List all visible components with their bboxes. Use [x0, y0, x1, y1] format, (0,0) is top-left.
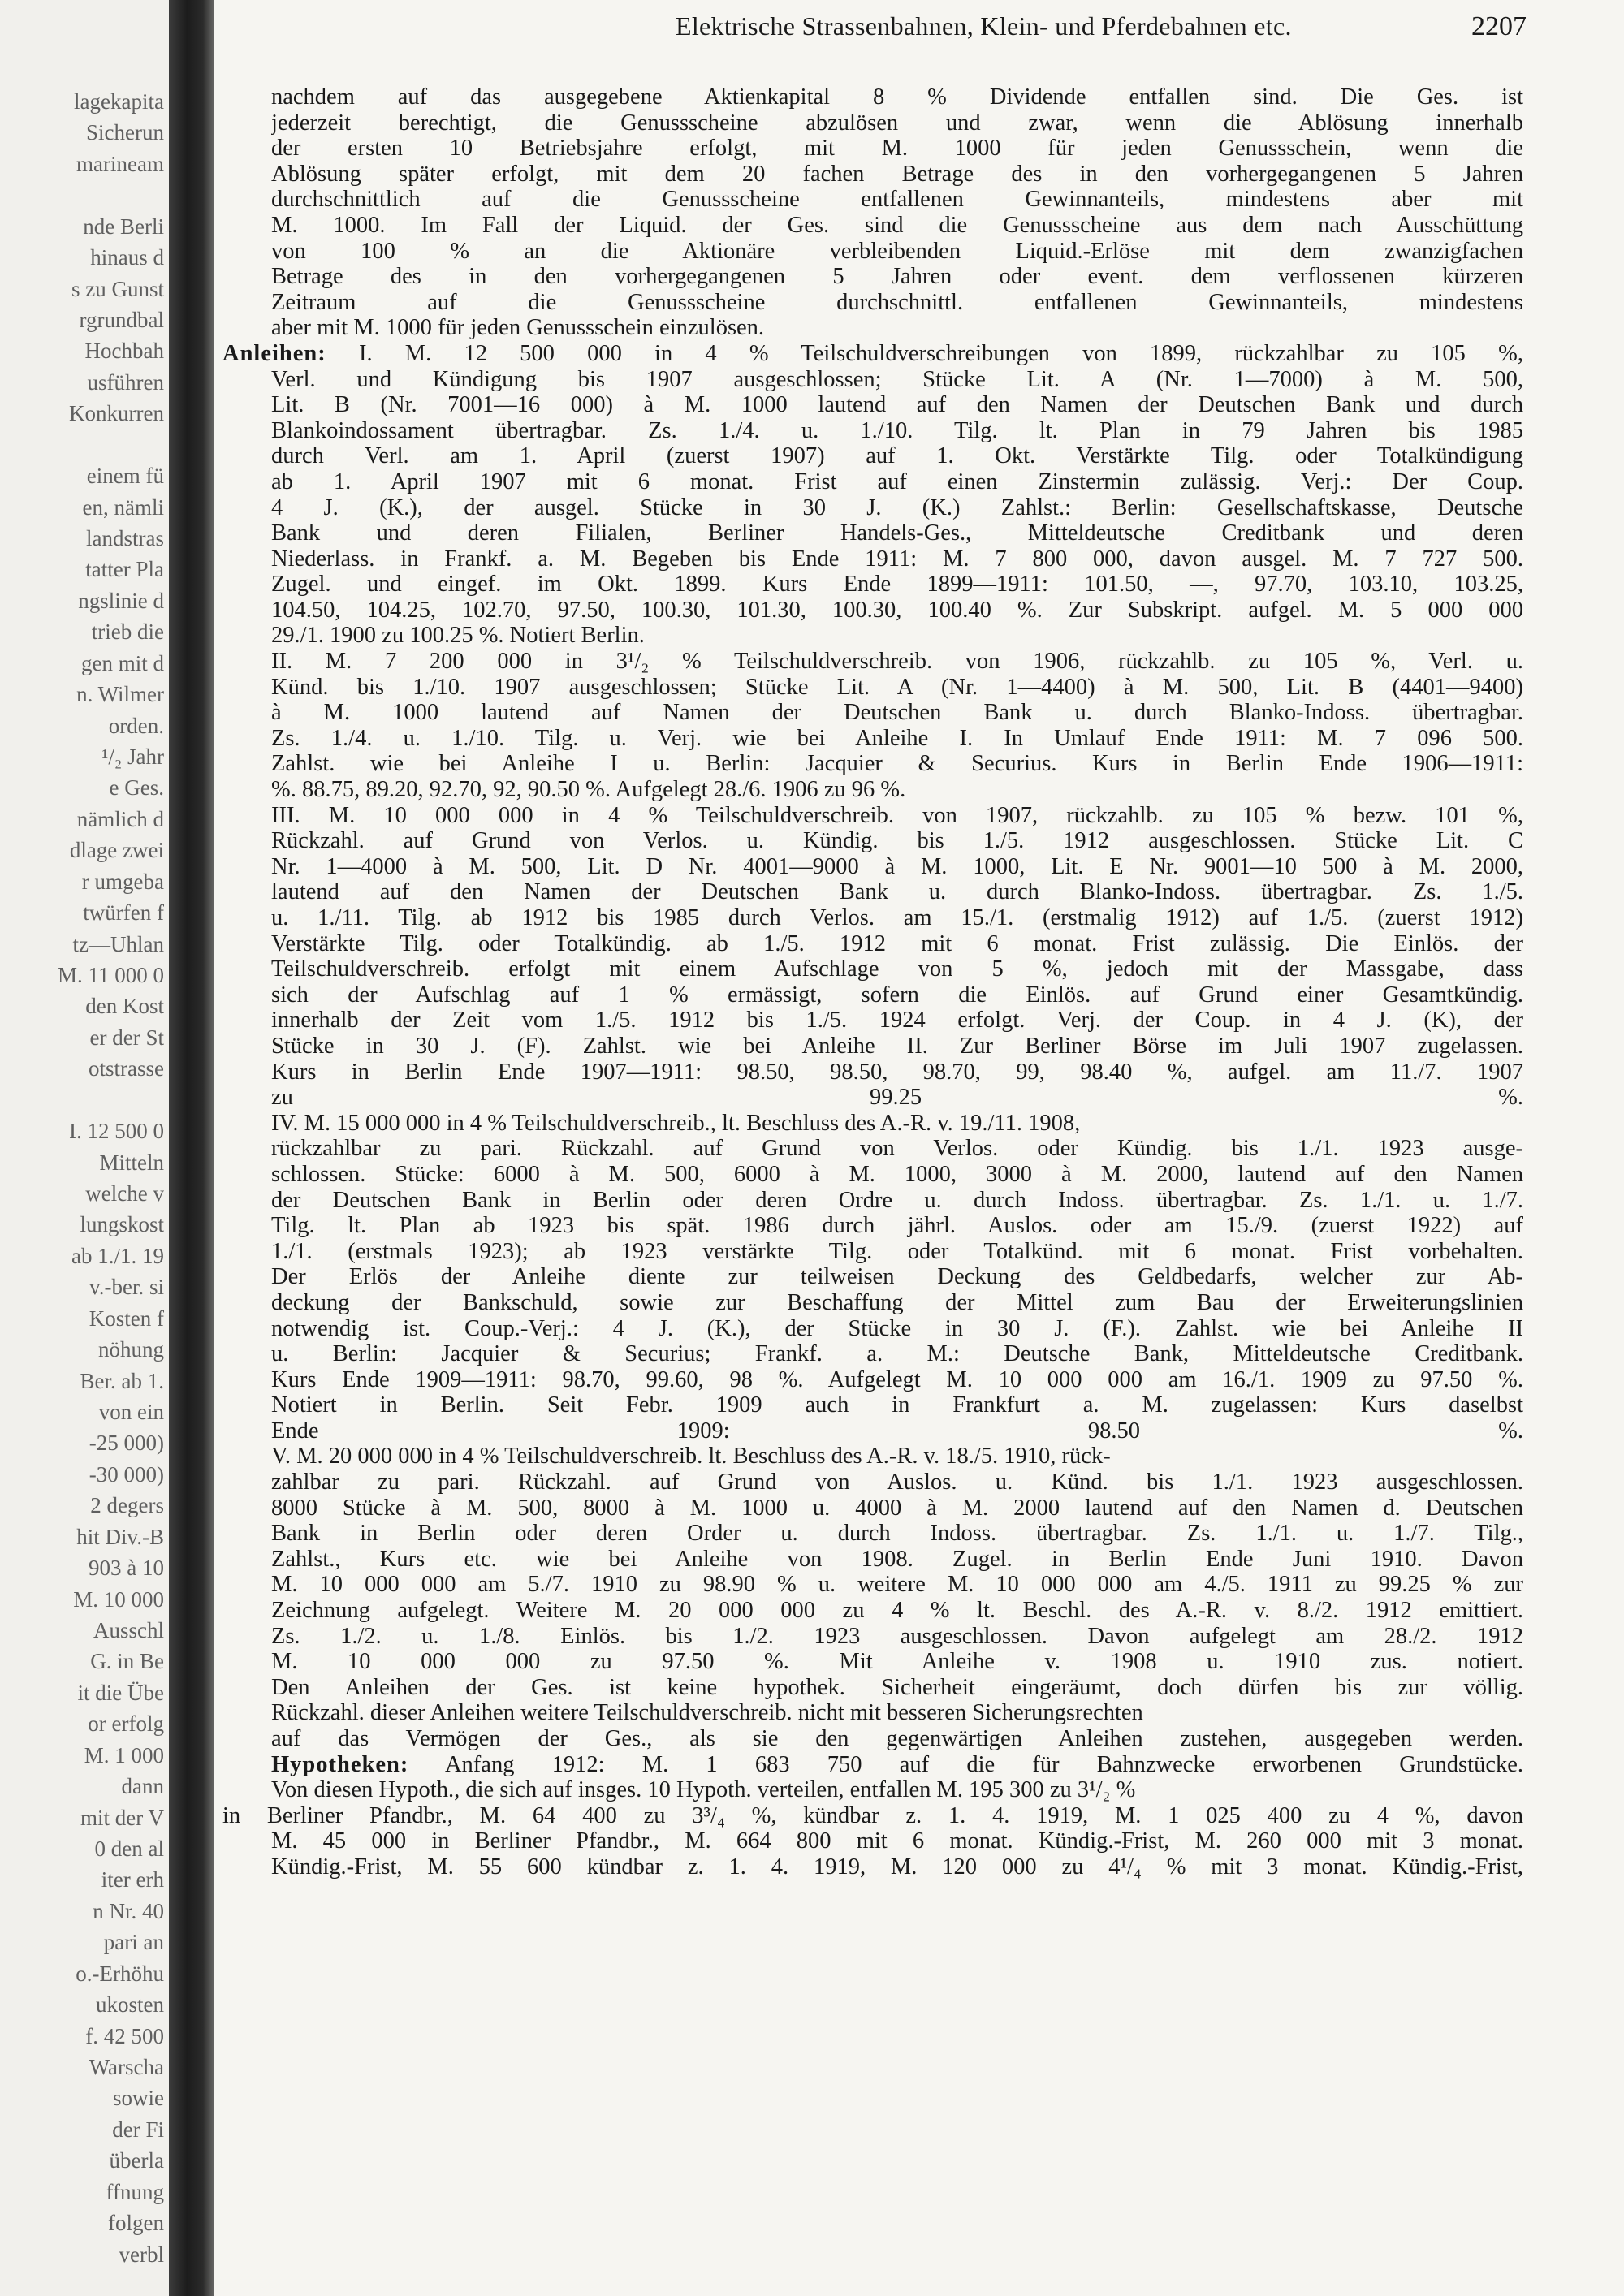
text-line: Zahlst., Kurs etc. wie bei Anleihe von 1908. Zugel. in Berlin Ende Juni 1910. Davon [271, 1546, 1523, 1572]
previous-page-line: marineam [76, 151, 164, 176]
page-body-text [222, 84, 1523, 1880]
text-line: innerhalb der Zeit vom 1./5. 1912 bis 1./5. 1924 erfolgt. Verj. der Coup. in 4 J. (K), der [271, 1008, 1523, 1034]
text-line: Der Erlös der Anleihe diente zur teilweisen Deckung des Geldbedarfs, welcher zur Ab- [271, 1264, 1523, 1290]
previous-page-line: landstras [86, 526, 164, 550]
text-line: Zeichnung aufgelegt. Weitere M. 20 000 000 zu 4 % lt. Beschl. des A.-R. v. 8./2. 1912 emittiert. [271, 1598, 1523, 1624]
text-line: Ende 1909: 98.50 %. [271, 1418, 1523, 1444]
previous-page-line: überla [109, 2148, 164, 2173]
text-line: in Berliner Pfandbr., M. 64 400 zu 3³/₄ %, kündbar z. 1. 4. 1919, M. 1 025 400 zu 4 %, davon [222, 1802, 1523, 1828]
text-line: ab 1. April 1907 mit 6 monat. Frist auf einen Zinstermin zulässig. Verj.: Der Coup. [271, 468, 1523, 494]
text-line: aber mit M. 1000 für jeden Genussschein einzulösen. [271, 315, 765, 341]
text-line: Zahlst. wie bei Anleihe I u. Berlin: Jacquier & Securius. Kurs in Berlin Ende 1906—1911: [271, 751, 1523, 777]
previous-page-line: Konkurren [69, 401, 164, 426]
text-line: Kurs Ende 1909—1911: 98.70, 99.60, 98 %. Aufgelegt M. 10 000 000 am 16./1. 1909 zu 97.50 %. [271, 1366, 1523, 1392]
previous-page-line: or erfolg [88, 1711, 164, 1737]
running-title: Elektrische Strassenbahnen, Klein- und Pferdebahnen etc. [676, 11, 1292, 41]
text-line: Zs. 1./2. u. 1./8. Einlös. bis 1./2. 1923 ausgeschlossen. Davon aufgelegt am 28./2. 1912 [271, 1623, 1523, 1649]
text-line: Blankoindossament übertragbar. Zs. 1./4. u. 1./10. Tilg. lt. Plan in 79 Jahren bis 1985 [271, 417, 1523, 443]
previous-page-line: n Nr. 40 [93, 1898, 164, 1923]
previous-page-line: o.-Erhöhu [76, 1961, 164, 1986]
previous-page-line: dlage zwei [69, 838, 164, 863]
previous-page-line: r umgeba [81, 869, 164, 894]
previous-page-line: f. 42 500 [85, 2023, 164, 2048]
previous-page-line: Ausschl [93, 1618, 164, 1642]
previous-page-line: mit der V [80, 1805, 164, 1830]
text-line: deckung der Bankschuld, sowie zur Beschaffung der Mittel zum Bau der Erweiterungslinien [271, 1289, 1523, 1315]
text-line: Ablösung später erfolgt, mit dem 20 fachen Betrage des in den vorhergegangenen 5 Jahren [271, 161, 1523, 187]
previous-page-line: Mitteln [99, 1150, 164, 1175]
text-line: lautend auf den Namen der Deutschen Bank u. durch Blanko-Indoss. übertragbar. Zs. 1./5. [271, 879, 1523, 905]
text-line: à M. 1000 lautend auf Namen der Deutschen Bank u. durch Blanko-Indoss. übertragbar. [271, 700, 1523, 726]
previous-page-line: e Ges. [109, 775, 164, 801]
text-line: Zs. 1./4. u. 1./10. Tilg. u. Verj. wie bei Anleihe I. In Umlauf Ende 1911: M. 7 096 500. [271, 725, 1523, 751]
text-line: M. 10 000 000 am 5./7. 1910 zu 98.90 % u. weitere M. 10 000 000 am 4./5. 1911 zu 99.25 % zur [271, 1572, 1523, 1598]
text-line: zu 99.25 %. [271, 1085, 1523, 1111]
text-line: IV. M. 15 000 000 in 4 % Teilschuldverschreib., lt. Beschluss des A.-R. v. 19./11. 1908, [271, 1110, 1081, 1136]
previous-page-line: otstrasse [89, 1056, 164, 1081]
previous-page-line: n. Wilmer [76, 682, 164, 707]
text-line: Rückzahl. auf Grund von Verlos. u. Kündig. bis 1./5. 1912 ausgeschlossen. Stücke Lit. C [271, 828, 1523, 854]
section-label: Anleihen: [222, 340, 326, 366]
previous-page-line: tz—Uhlan [72, 931, 164, 956]
text-line: durch Verl. am 1. April (zuerst 1907) auf 1. Okt. Verstärkte Tilg. oder Totalkündigung [271, 443, 1523, 469]
text-line: notwendig ist. Coup.-Verj.: 4 J. (K.), der Stücke in 30 J. (F.). Zahlst. wie bei Anleihe II [271, 1315, 1523, 1341]
previous-page-line: von ein [98, 1400, 164, 1424]
text-line: 4 J. (K.), der ausgel. Stücke in 30 J. (K.) Zahlst.: Berlin: Gesellschaftskasse, Deutsche [271, 494, 1523, 520]
text-line: durchschnittlich auf die Genussscheine entfallenen Gewinnanteils, mindestens aber mit [271, 187, 1523, 213]
previous-page-line: -30 000) [89, 1461, 164, 1487]
previous-page-line: M. 10 000 [73, 1586, 164, 1612]
previous-page-line: I. 12 500 0 [69, 1119, 164, 1144]
previous-page-line: lagekapita [74, 89, 164, 114]
text-line: Tilg. lt. Plan ab 1923 bis spät. 1986 durch jährl. Auslos. oder am 15./9. (zuerst 1922) auf [271, 1213, 1523, 1239]
text-line: u. Berlin: Jacquier & Securius; Frankf. a. M.: Deutsche Bank, Mitteldeutsche Creditbank. [271, 1341, 1523, 1367]
text-line: 29./1. 1900 zu 100.25 %. Notiert Berlin. [271, 623, 645, 649]
previous-page-strip [0, 0, 169, 2296]
previous-page-line: Hochbah [84, 339, 164, 364]
text-line: Künd. bis 1./10. 1907 ausgeschlossen; Stücke Lit. A (Nr. 1—4400) à M. 500, Lit. B (4401—9400) [271, 674, 1523, 700]
previous-page-line: usführen [87, 369, 164, 395]
page-number: 2207 [1471, 11, 1527, 41]
page-header [458, 11, 1527, 47]
previous-page-line: Kosten f [89, 1306, 164, 1331]
text-line: Rückzahl. dieser Anleihen weitere Teilschuldverschreib. nicht mit besseren Sicherungsrechten [271, 1700, 1143, 1726]
section-label: Hypotheken: [271, 1751, 409, 1777]
text-line: M. 45 000 in Berliner Pfandbr., M. 664 800 mit 6 monat. Kündig.-Frist, M. 260 000 mit 3 monat. [271, 1828, 1523, 1854]
previous-page-line: iter erh [101, 1867, 164, 1892]
text-line: 1./1. (erstmals 1923); ab 1923 verstärkte Tilg. oder Totalkünd. mit 6 monat. Frist vorbehalten. [271, 1238, 1523, 1264]
previous-page-line: 903 à 10 [89, 1556, 164, 1581]
previous-page-line: nde Berli [83, 214, 164, 239]
previous-page-line: G. in Be [90, 1649, 164, 1674]
previous-page-line: gen mit d [81, 650, 164, 675]
text-line: Anleihen: I. M. 12 500 000 in 4 % Teilschuldverschreibungen von 1899, rückzahlbar zu 105 %, [222, 340, 1523, 366]
previous-page-line: der Fi [112, 2117, 164, 2142]
previous-page-line: M. 1 000 [84, 1742, 164, 1767]
text-line: III. M. 10 000 000 in 4 % Teilschuldverschreib. von 1907, rückzahlb. zu 105 % bezw. 101 %, [271, 802, 1523, 828]
text-line: 8000 Stücke à M. 500, 8000 à M. 1000 u. 4000 à M. 2000 lautend auf den Namen d. Deutschen [271, 1495, 1523, 1521]
text-line: sich der Aufschlag auf 1 % ermässigt, sofern die Einlös. auf Grund einer Gesamtkündig. [271, 982, 1523, 1008]
text-line: Hypotheken: Anfang 1912: M. 1 683 750 auf die für Bahnzwecke erworbenen Grundstücke. [271, 1751, 1523, 1777]
previous-page-line: 2 degers [90, 1493, 164, 1518]
text-line: %. 88.75, 89.20, 92.70, 92, 90.50 %. Aufgelegt 28./6. 1906 zu 96 %. [271, 777, 906, 803]
text-line: der ersten 10 Betriebsjahre erfolgt, mit M. 1000 für jeden Genussschein, wenn die [271, 136, 1523, 162]
previous-page-line: rgrundbal [79, 308, 164, 332]
previous-page-line: Sicherun [86, 120, 164, 145]
text-line: u. 1./11. Tilg. ab 1912 bis 1985 durch Verlos. am 15./1. (erstmalig 1912) auf 1./5. (zuerst 1912) [271, 905, 1523, 930]
previous-page-line: nämlich d [76, 806, 164, 831]
previous-page-line: -25 000) [89, 1431, 164, 1456]
previous-page-line: ¹/₂ Jahr [102, 744, 164, 769]
text-line: zahlbar zu pari. Rückzahl. auf Grund von Auslos. u. Künd. bis 1./1. 1923 ausgeschlossen. [271, 1470, 1523, 1495]
text-line: Kündig.-Frist, M. 55 600 kündbar z. 1. 4. 1919, M. 120 000 zu 4¹/₄ % mit 3 monat. Kündig.-Frist, [271, 1854, 1523, 1880]
previous-page-line: welche v [85, 1181, 164, 1206]
previous-page-line: ngslinie d [78, 588, 164, 613]
text-line: Verstärkte Tilg. oder Totalkündig. ab 1./5. 1912 mit 6 monat. Frist zulässig. Die Einlös. der [271, 930, 1523, 956]
text-line: Zeitraum auf die Genussscheine durchschnittl. entfallenen Gewinnanteils, mindestens [271, 289, 1523, 315]
previous-page-line: hinaus d [90, 245, 164, 270]
previous-page-line: sowie [113, 2086, 164, 2111]
previous-page-line: den Kost [85, 994, 164, 1019]
text-line: rückzahlbar zu pari. Rückzahl. auf Grund von Verlos. oder Kündig. bis 1./1. 1923 ausge- [271, 1136, 1523, 1162]
previous-page-line: ukosten [96, 1992, 164, 2018]
previous-page-line: Ber. ab 1. [80, 1368, 164, 1393]
previous-page-line: ffnung [106, 2179, 164, 2204]
text-line: jederzeit berechtigt, die Genussscheine abzulösen und zwar, wenn die Ablösung innerhalb [271, 110, 1523, 136]
previous-page-line: verbl [119, 2242, 164, 2267]
text-line: 104.50, 104.25, 102.70, 97.50, 100.30, 101.30, 100.30, 100.40 %. Zur Subskript. aufgel. M. 5 000 000 [271, 597, 1523, 623]
text-line: II. M. 7 200 000 in 3¹/₂ % Teilschuldverschreib. von 1906, rückzahlb. zu 105 %, Verl. u. [271, 649, 1523, 675]
text-line: Lit. B (Nr. 7001—16 000) à M. 1000 lautend auf den Namen der Deutschen Bank und durch [271, 392, 1523, 418]
text-line: Notiert in Berlin. Seit Febr. 1909 auch in Frankfurt a. M. zugelassen: Kurs daselbst [271, 1392, 1523, 1418]
text-line: nachdem auf das ausgegebene Aktienkapital 8 % Dividende entfallen sind. Die Ges. ist [271, 84, 1523, 110]
previous-page-line: v.-ber. si [89, 1275, 164, 1300]
previous-page-line: ab 1./1. 19 [71, 1243, 164, 1268]
text-line: Teilschuldverschreib. erfolgt mit einem Aufschlage von 5 %, jedoch mit der Massgabe, dass [271, 956, 1523, 982]
previous-page-line: orden. [108, 713, 164, 738]
previous-page-line: dann [121, 1774, 164, 1799]
previous-page-line: hit Div.-B [76, 1524, 164, 1549]
text-line: Den Anleihen der Ges. ist keine hypothek. Sicherheit eingeräumt, doch dürfen bis zur völlig. [271, 1674, 1523, 1700]
text-line: auf das Vermögen der Ges., als sie den gegenwärtigen Anleihen zustehen, ausgegeben werden. [271, 1726, 1523, 1751]
previous-page-line: en, nämli [82, 494, 164, 520]
previous-page-line: it die Übe [77, 1680, 164, 1705]
previous-page-line: nöhung [98, 1337, 164, 1362]
text-line: V. M. 20 000 000 in 4 % Teilschuldverschreib. lt. Beschluss des A.-R. v. 18./5. 1910, rück- [271, 1444, 1111, 1470]
text-line: M. 10 000 000 zu 97.50 %. Mit Anleihe v. 1908 u. 1910 zus. notiert. [271, 1649, 1523, 1675]
text-line: Nr. 1—4000 à M. 500, Lit. D Nr. 4001—9000 à M. 1000, Lit. E Nr. 9001—10 500 à M. 2000, [271, 853, 1523, 879]
previous-page-line: trieb die [91, 619, 164, 645]
previous-page-line: twürfen f [83, 900, 164, 926]
previous-page-line: einem fü [86, 464, 164, 489]
previous-page-line: Warscha [89, 2055, 164, 2079]
text-line: schlossen. Stücke: 6000 à M. 500, 6000 à M. 1000, 3000 à M. 2000, lautend auf den Namen [271, 1161, 1523, 1187]
previous-page-line: er der St [89, 1025, 164, 1050]
text-line: Verl. und Kündigung bis 1907 ausgeschlossen; Stücke Lit. A (Nr. 1—7000) à M. 500, [271, 366, 1523, 392]
text-line: Bank und deren Filialen, Berliner Handels-Ges., Mitteldeutsche Creditbank und deren [271, 520, 1523, 546]
previous-page-line: M. 11 000 0 [57, 963, 164, 987]
text-line: Kurs in Berlin Ende 1907—1911: 98.50, 98.50, 98.70, 99, 98.40 %, aufgel. am 11./7. 1907 [271, 1059, 1523, 1085]
previous-page-line: s zu Gunst [71, 276, 164, 301]
book-gutter [169, 0, 214, 2296]
previous-page-line: pari an [103, 1930, 164, 1955]
text-line: der Deutschen Bank in Berlin oder deren Ordre u. durch Indoss. übertragbar. Zs. 1./1. u. 1./7. [271, 1187, 1523, 1213]
previous-page-line: 0 den al [94, 1836, 164, 1861]
text-line: M. 1000. Im Fall der Liquid. der Ges. sind die Genussscheine aus dem nach Ausschüttung [271, 212, 1523, 238]
previous-page-line: tatter Pla [85, 557, 164, 582]
previous-page-line: lungskost [80, 1212, 164, 1237]
text-line: Bank in Berlin oder deren Order u. durch Indoss. übertragbar. Zs. 1./1. u. 1./7. Tilg., [271, 1521, 1523, 1547]
text-line: Zugel. und eingef. im Okt. 1899. Kurs Ende 1899—1911: 101.50, —, 97.70, 103.10, 103.25, [271, 572, 1523, 598]
text-line: Niederlass. in Frankf. a. M. Begeben bis Ende 1911: M. 7 800 000, davon ausgel. M. 7 727 500. [271, 546, 1523, 572]
text-line: Von diesen Hypoth., die sich auf insges. 10 Hypoth. verteilen, entfallen M. 195 300 zu 3¹/₂ % [271, 1777, 1136, 1803]
text-line: Stücke in 30 J. (F). Zahlst. wie bei Anleihe II. Zur Berliner Börse im Juli 1907 zugelassen. [271, 1033, 1523, 1059]
text-line: Betrage des in den vorhergegangenen 5 Jahren oder event. dem verflossenen kürzeren [271, 264, 1523, 290]
previous-page-line: folgen [108, 2211, 164, 2236]
text-line: von 100 % an die Aktionäre verbleibenden Liquid.-Erlöse mit dem zwanzigfachen [271, 238, 1523, 264]
